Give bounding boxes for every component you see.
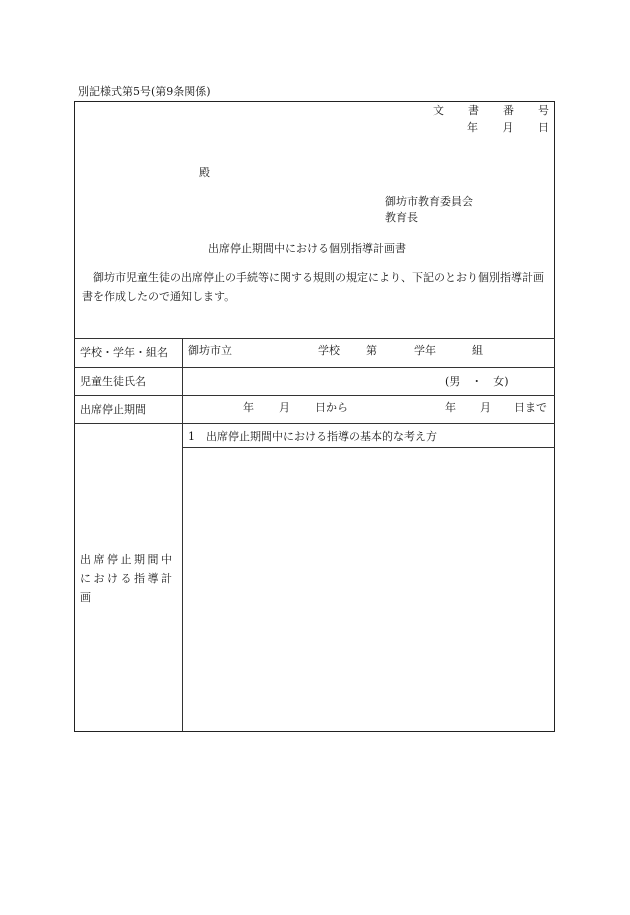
class-suffix: 組 — [472, 344, 483, 357]
date-label — [467, 122, 549, 133]
grade-prefix: 第 — [366, 344, 377, 357]
grade-suffix: 学年 — [414, 344, 436, 357]
date-month: 月 — [502, 121, 514, 134]
doc-number-char: 号 — [538, 104, 549, 117]
table-row-line — [74, 367, 555, 368]
document-number-label — [433, 105, 549, 116]
doc-number-char: 番 — [503, 104, 514, 117]
addressee-suffix: 殿 — [199, 166, 210, 179]
period-start-day: 日から — [315, 401, 348, 414]
period-start-year: 年 — [243, 401, 254, 414]
date-year: 年 — [467, 121, 478, 134]
school-row-label: 学校・学年・組名 — [80, 346, 168, 359]
plan-item-1: 1 出席停止期間中における指導の基本的な考え方 — [188, 430, 437, 443]
form-reference: 別記様式第5号(第9条関係) — [78, 85, 211, 98]
doc-number-char: 文 — [433, 104, 444, 117]
school-city: 御坊市立 — [188, 344, 232, 357]
table-row-line — [74, 395, 555, 396]
period-label: 出席停止期間 — [80, 403, 146, 416]
date-day: 日 — [538, 121, 549, 134]
period-end-year: 年 — [445, 401, 456, 414]
issuer-organization: 御坊市教育委員会 — [385, 195, 473, 208]
plan-content-area[interactable] — [183, 448, 554, 730]
table-row-line — [74, 423, 555, 424]
gender-options: (男 ・ 女) — [445, 375, 509, 388]
school-suffix: 学校 — [318, 344, 340, 357]
issuer-title: 教育長 — [385, 211, 418, 224]
doc-number-char: 書 — [468, 104, 479, 117]
period-end-month: 月 — [480, 401, 491, 414]
document-title: 出席停止期間中における個別指導計画書 — [208, 242, 406, 255]
table-top-line — [74, 338, 555, 339]
document-body: 御坊市児童生徒の出席停止の手続等に関する規則の規定により、下記のとおり個別指導計画書を作成したので通知します。 — [82, 271, 544, 303]
period-start-month: 月 — [279, 401, 290, 414]
plan-label: 出席停止期間中における指導計画 — [80, 553, 175, 604]
period-end-day: 日まで — [514, 401, 547, 414]
student-name-label: 児童生徒氏名 — [80, 375, 146, 388]
